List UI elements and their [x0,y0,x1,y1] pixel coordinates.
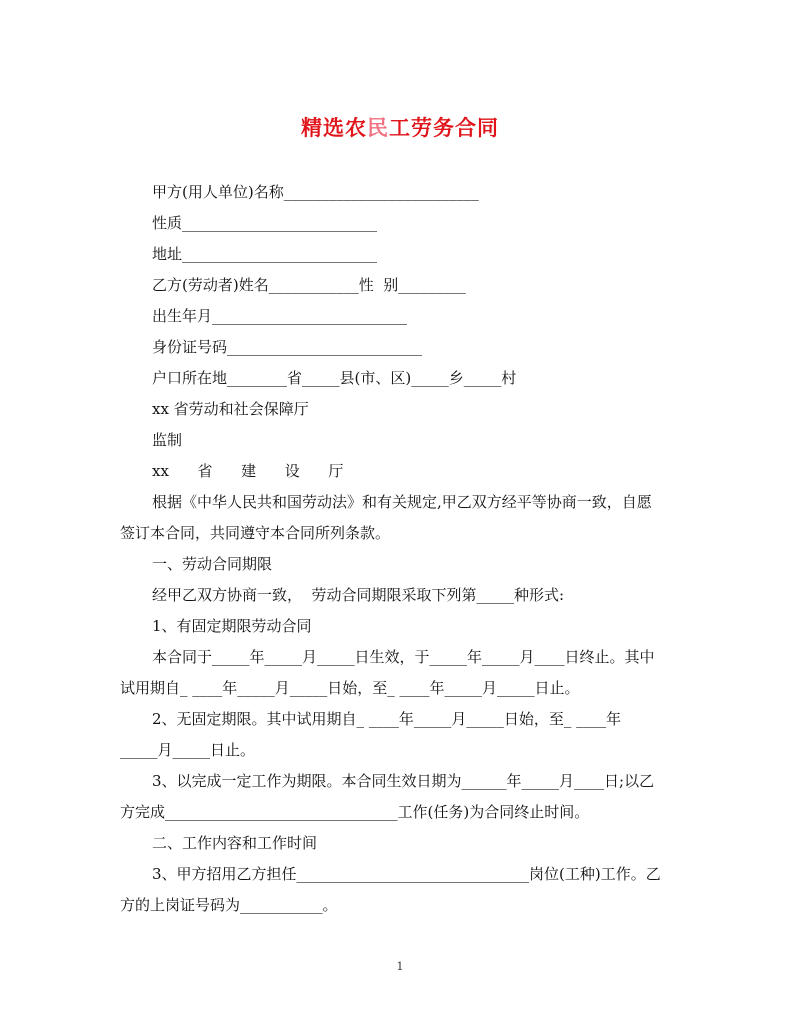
fixed-term-line-1: 本合同于_____年_____月_____日生效，于_____年_____月____日终止。其中 [152,648,655,666]
title-text-2: 民 [367,116,389,140]
task-term-line-1: 3、以完成一定工作为期限。本合同生效日期为______年_____月____日;以乙 [152,772,655,790]
birth-date-line: 出生年月__________________________ [152,307,408,325]
section-2-heading: 二、工作内容和工作时间 [152,834,318,852]
open-term-line-1: 2、无固定期限。其中试用期自_ ____年_____月_____日始，至_ ____年 [152,710,622,728]
party-a-address-line: 地址__________________________ [152,245,378,263]
party-a-name-line: 甲方(用人单位)名称__________________________ [152,183,479,201]
section-1-heading: 一、劳动合同期限 [152,555,273,573]
party-b-name-line: 乙方(劳动者)姓名____________性 别_________ [152,276,466,294]
party-a-nature-line: 性质__________________________ [152,214,378,232]
issuer-line: xx 省劳动和社会保障厅 [152,400,309,418]
id-number-line: 身份证号码__________________________ [152,338,423,356]
preamble-line-2: 签订本合同，共同遵守本合同所列条款。 [120,524,391,542]
term-form-line: 经甲乙双方协商一致， 劳动合同期限采取下列第_____种形式: [152,586,565,604]
household-line: 户口所在地________省_____县(市、区)_____乡_____村 [152,369,517,387]
title-text-1: 精选农 [301,116,367,140]
supervise-line: 监制 [152,431,183,449]
construction-dept-line: xx 省 建 设 厅 [152,462,344,480]
position-line-2: 方的上岗证号码为___________。 [120,896,338,914]
open-term-line-2: _____月_____日止。 [120,741,256,759]
fixed-term-heading: 1、有固定期限劳动合同 [152,617,312,635]
task-term-line-2: 方完成_______________________________工作(任务)为合同终止时间。 [120,803,590,821]
page-number: 1 [396,960,404,973]
fixed-term-line-2: 试用期自_ ____年_____月_____日始，至_ ____年_____月_____日止。 [120,679,580,697]
title-text-3: 工劳务合同 [389,116,499,140]
position-line-1: 3、甲方招用乙方担任_______________________________岗位(工种)工作。乙 [152,865,661,883]
preamble-line-1: 根据《中华人民共和国劳动法》和有关规定,甲乙双方经平等协商一致，自愿 [152,493,652,511]
document-title [0,112,800,142]
